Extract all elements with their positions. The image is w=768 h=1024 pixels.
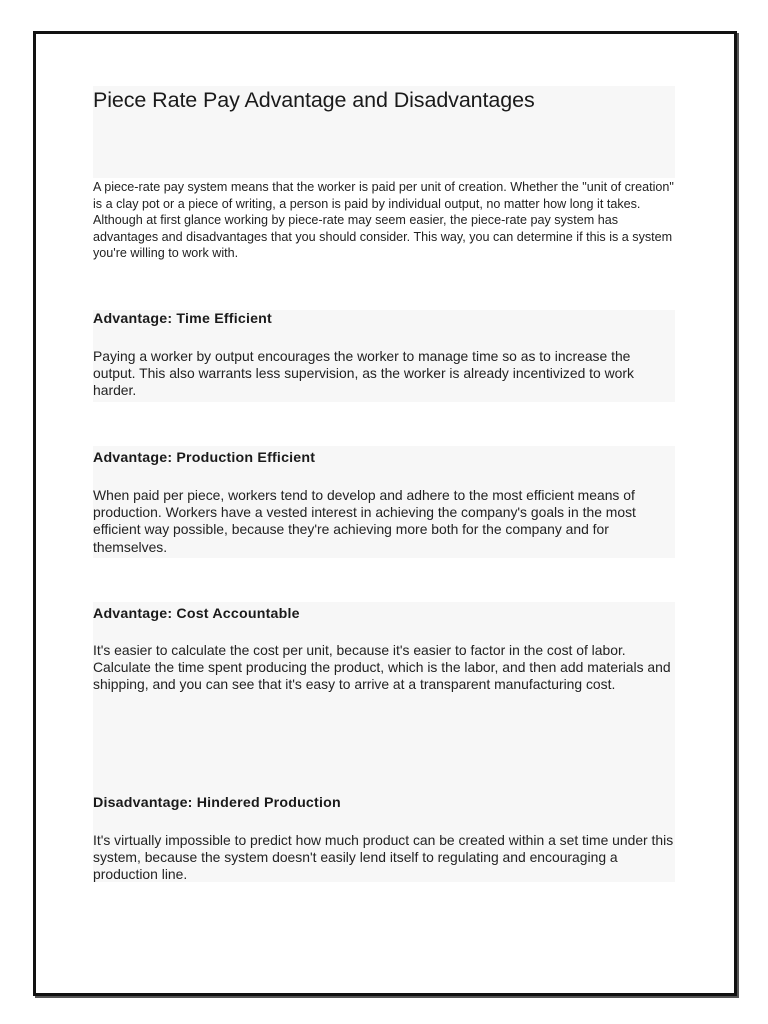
section-body-time-efficient: Paying a worker by output encourages the worker to manage time so as to increase the output. This also warrants less supervision, as the worker is already incentivized to work harder. — [93, 348, 634, 399]
section-background — [93, 602, 675, 792]
page-title: Piece Rate Pay Advantage and Disadvantages — [93, 88, 535, 112]
section-body-production-efficient: When paid per piece, workers tend to develop and adhere to the most efficient means of production. Workers have a vested interest in achieving the company's goals in the most efficient way possible, because they're achieving more both for the company and for themselves. — [93, 487, 636, 555]
intro-paragraph: A piece-rate pay system means that the worker is paid per unit of creation. Whether the "unit of creation" is a clay pot or a piece of writing, a person is paid by individual output, no matter how long it takes. Although at first glance working by piece-rate may seem easier, the piece-rate pay system has advantages and disadvantages that you should consider. This way, you can determine if this is a system you're willing to work with. — [93, 180, 674, 261]
section-heading-production-efficient: Advantage: Production Efficient — [93, 450, 316, 466]
section-body-hindered-production: It's virtually impossible to predict how much product can be created within a set time under this system, because the system doesn't easily lend itself to regulating and encouraging a production line. — [93, 832, 674, 883]
section-heading-time-efficient: Advantage: Time Efficient — [93, 311, 272, 327]
section-heading-cost-accountable: Advantage: Cost Accountable — [93, 606, 300, 622]
section-heading-hindered-production: Disadvantage: Hindered Production — [93, 795, 341, 811]
section-body-cost-accountable: It's easier to calculate the cost per unit, because it's easier to factor in the cost of labor. Calculate the time spent producing the product, which is the labor, and then add materials and shipping, and you can see that it's easy to arrive at a transparent manufacturing cost. — [93, 642, 671, 693]
title-block — [93, 86, 675, 178]
